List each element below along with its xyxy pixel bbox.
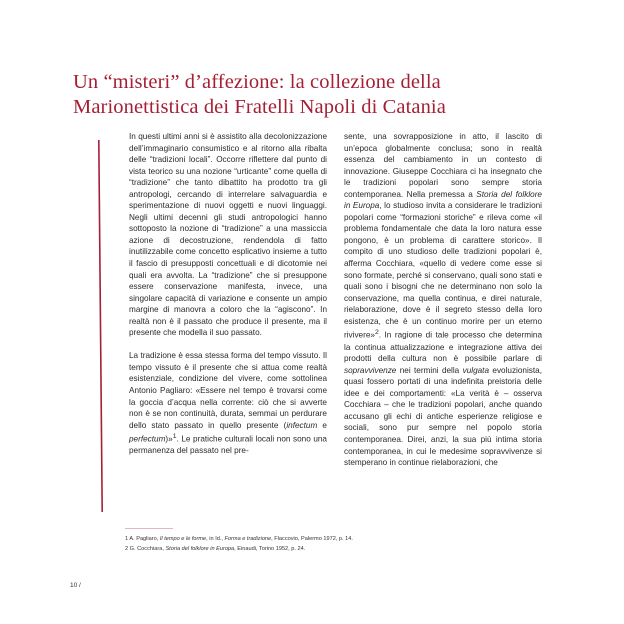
title-line-1: Un “misteri” d’affezione: la collezione della [73, 71, 441, 93]
footnote-ref-2[interactable]: 2 [374, 329, 379, 337]
title-line-2: Marionettistica dei Fratelli Napoli di Catania [73, 96, 446, 118]
footnote-2: 2 G. Cocchiara, Storia del folklore in Europa, Einaudi, Torino 1952, p. 24. [125, 546, 306, 552]
footnote-1: 1 A. Pagliaro, Il tempo e le forme, in Id., Forma e tradizione, Flaccovio, Palermo 1972, p. 14. [125, 536, 353, 542]
article-title [73, 70, 553, 120]
left-text-column [129, 131, 327, 457]
paragraph-2: La tradizione è essa stessa forma del tempo vissuto. Il tempo vissuto è il presente che si attua come realtà esistenziale, condizione del vivere, come sottolinea Antonio Pagliaro: «Essere nel tempo è trovarsi come la goccia d’acqua nella corrente: ciò che si avverte non è se non continuità, durata, semmai un perdurare dello stato passato in quello presente (infectum e perfectum)»$^1$. Le pratiche culturali locali non sono una permanenza del passato nel pre- [129, 351, 327, 456]
page-number: 10 / [70, 582, 81, 589]
paragraph-3: sente, una sovrapposizione in atto, il lascito di un’epoca globalmente conclusa; sono in realtà essenza del cambiamento in un contesto di innovazione. Giuseppe Cocchiara ci ha insegnato che le tradizioni popolari sono sempre storia contemporanea. Nella premessa a Storia del folklore in Europa, lo studioso invita a considerare le tradizioni popolari come “formazioni storiche” e rileva come «il problema fondamentale che data la loro natura esse pongono, è un problema di carattere storico». Il compito di uno studioso delle tradizioni popolari è, afferma Cocchiara, «quello di vedere come esse si sono formate, perché si conservano, quali sono stati e quali sono i bisogni che ne determinano non solo la conservazione, ma quella continua, e direi naturale, rielaborazione, dove è il segreto stesso della loro esistenza, che è un continuo morire per un eterno rivivere»$^2$. In ragione di tale processo che determina la continua attualizzazione e integrazione attiva dei prodotti della cultura non è possibile parlare di sopravvivenze nei termini della vulgata evoluzionista, quasi fossero portati di una indefinita preistoria delle idee e dei comportamenti: «La verità è – osserva Cocchiara – che le tradizioni popolari, anche quando accusano gli echi di antiche esperienze religiose e sociali, sono pur sempre nel popolo storia contemporanea. Direi, anzi, la sua più intima storia contemporanea, in cui le medesime sopravvivenze si stemperano in continue rielaborazioni, che [344, 132, 542, 468]
footnotes [125, 534, 353, 554]
paragraph-1: In questi ultimi anni si è assistito alla decolonizzazione dell’immaginario consumistico e al ritorno alla ribalta delle “tradizioni locali”. Occorre riflettere dal punto di vista teorico su una nozione “urticante” come quella di “tradizione” che tanto dibattito ha prodotto tra gli antropologi, cercando di interrelare salvaguardia e sperimentazione di nuovi oggetti e nuovi linguaggi. Negli ultimi decenni gli studi antropologici hanno sottoposto la nozione di “tradizione” a una massiccia azione di decostruzione, rendendola di fatto inutilizzabile come concetto esplicativo insieme a tutto il fascio di presupposti concettuali e di dicotomie nei quali era avvolta. La “tradizione” che si presuppone essere conservazione manifesta, invece, una singolare capacità di variazione e consente un ampio margine di manovra a coloro che la “agiscono”. In realtà non è il passato che produce il presente, ma il presente che modella il suo passato. [129, 132, 327, 338]
right-text-column [344, 131, 542, 469]
footnote-divider [125, 528, 173, 529]
footnote-ref-1[interactable]: 1 [172, 433, 177, 441]
decorative-diagonal-rule [98, 140, 103, 512]
